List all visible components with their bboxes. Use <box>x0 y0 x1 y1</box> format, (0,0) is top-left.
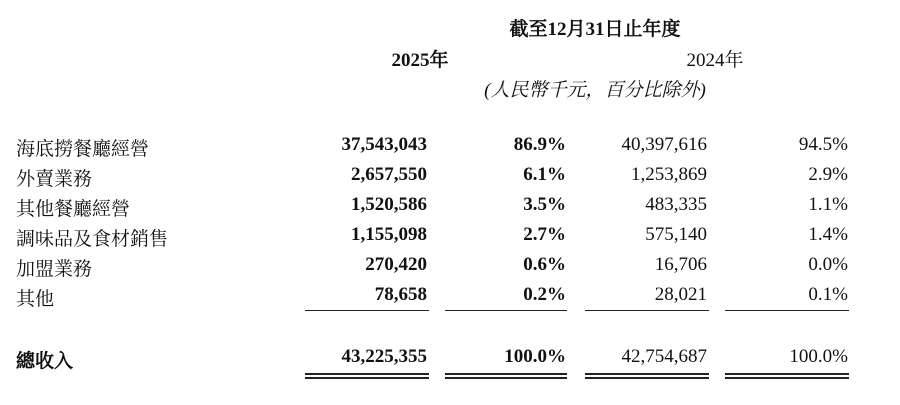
total-double-rule <box>305 373 429 379</box>
amount-2025: 2,657,550 <box>351 164 427 185</box>
total-amount-2024: 42,754,687 <box>621 346 707 367</box>
row-label: 調味品及食材銷售 <box>16 229 169 250</box>
percent-2024: 1.4% <box>808 224 848 245</box>
subtotal-rule <box>585 310 709 311</box>
amount-2025: 1,520,586 <box>351 194 427 215</box>
amount-2024: 28,021 <box>654 284 707 305</box>
amount-2024: 1,253,869 <box>631 164 707 185</box>
percent-2024: 0.1% <box>808 284 848 305</box>
unit-note: (人民幣千元，百分比除外) <box>484 80 706 101</box>
table-row <box>0 164 900 194</box>
amount-2024: 575,140 <box>645 224 707 245</box>
percent-2025: 2.7% <box>523 224 566 245</box>
total-percent-2025: 100.0% <box>504 346 566 367</box>
percent-2024: 2.9% <box>808 164 848 185</box>
year-current-heading: 2025年 <box>391 50 449 71</box>
row-label: 其他 <box>16 289 55 310</box>
row-label: 其他餐廳經營 <box>16 199 131 220</box>
year-prior-heading: 2024年 <box>686 50 744 71</box>
amount-2025: 270,420 <box>365 254 427 275</box>
subtotal-rule <box>725 310 849 311</box>
percent-2025: 3.5% <box>523 194 566 215</box>
total-double-rule <box>445 373 567 379</box>
percent-2025: 0.6% <box>523 254 566 275</box>
amount-2025: 1,155,098 <box>351 224 427 245</box>
row-label: 加盟業務 <box>16 259 93 280</box>
amount-2024: 483,335 <box>645 194 707 215</box>
percent-2024: 94.5% <box>798 134 848 155</box>
total-row <box>0 346 900 376</box>
table-row <box>0 254 900 284</box>
percent-2024: 0.0% <box>808 254 848 275</box>
subtotal-rule <box>445 310 567 311</box>
percent-2025: 86.9% <box>513 134 566 155</box>
table-row <box>0 194 900 224</box>
table-row <box>0 224 900 254</box>
table-row <box>0 134 900 164</box>
row-label: 海底撈餐廳經營 <box>16 139 150 160</box>
total-percent-2024: 100.0% <box>789 346 848 367</box>
total-amount-2025: 43,225,355 <box>341 346 427 367</box>
amount-2024: 40,397,616 <box>621 134 707 155</box>
row-label: 外賣業務 <box>16 169 93 190</box>
amount-2024: 16,706 <box>654 254 707 275</box>
total-label: 總收入 <box>16 351 74 372</box>
amount-2025: 78,658 <box>374 284 427 305</box>
percent-2025: 0.2% <box>523 284 566 305</box>
total-double-rule <box>585 373 709 379</box>
total-double-rule <box>725 373 849 379</box>
amount-2025: 37,543,043 <box>341 134 427 155</box>
percent-2024: 1.1% <box>808 194 848 215</box>
subtotal-rule <box>305 310 429 311</box>
period-heading: 截至12月31日止年度 <box>509 19 681 40</box>
percent-2025: 6.1% <box>523 164 566 185</box>
